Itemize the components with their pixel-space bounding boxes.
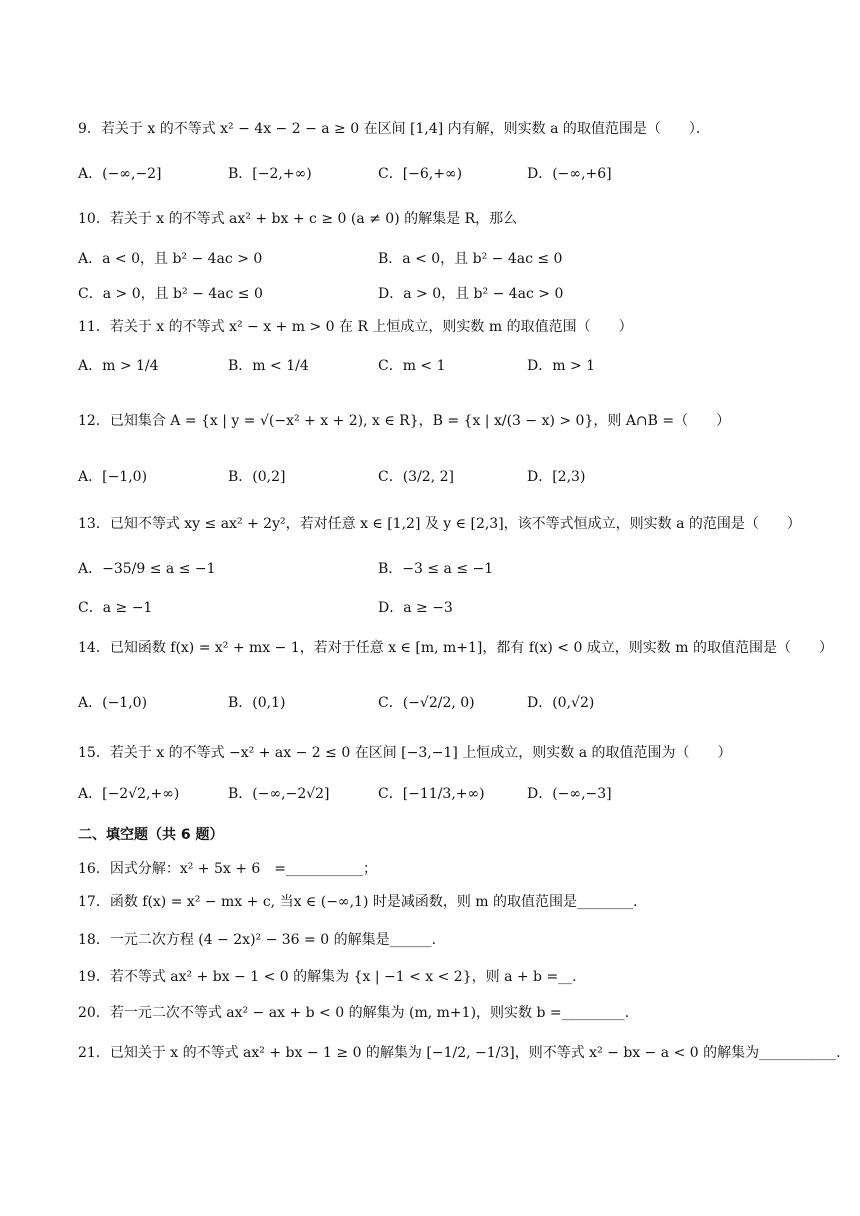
question-20: 20．若一元二次不等式 ax² − ax + b < 0 的解集为 (m, m+1)，则实数 b =_________.: [78, 1005, 630, 1021]
question-14: 14．已知函数 f(x) = x² + mx − 1，若对于任意 x ∈ [m, m+1]，都有 f(x) < 0 成立，则实数 m 的取值范围是（ ）: [78, 640, 833, 656]
option-a: A．(−1,0): [78, 695, 148, 711]
option-d: D．(0,√2): [527, 695, 595, 711]
option-a: A．−35/9 ≤ a ≤ −1: [78, 561, 216, 577]
question-9: 9．若关于 x 的不等式 x² − 4x − 2 − a ≥ 0 在区间 [1,4] 内有解，则实数 a 的取值范围是（ ）．: [78, 121, 710, 137]
option-b: B．a < 0，且 b² − 4ac ≤ 0: [378, 251, 563, 267]
option-d: D．a ≥ −3: [378, 600, 453, 616]
question-13: 13．已知不等式 xy ≤ ax² + 2y²，若对任意 x ∈ [1,2] 及 y ∈ [2,3]，该不等式恒成立，则实数 a 的范围是（ ）: [78, 516, 801, 532]
option-c: C．[−11/3,+∞): [378, 786, 485, 802]
question-15: 15．若关于 x 的不等式 −x² + ax − 2 ≤ 0 在区间 [−3,−1] 上恒成立，则实数 a 的取值范围为（ ）: [78, 745, 732, 761]
question-12: 12．已知集合 A = {x | y = √(−x² + x + 2), x ∈ R}，B = {x | x/(3 − x) > 0}，则 A∩B =（ ）: [78, 413, 731, 429]
question-19: 19．若不等式 ax² + bx − 1 < 0 的解集为 {x | −1 < x < 2}，则 a + b =__.: [78, 969, 577, 985]
option-a: A．m > 1/4: [78, 358, 159, 374]
option-b: B．−3 ≤ a ≤ −1: [378, 561, 494, 577]
option-c: C．m < 1: [378, 358, 446, 374]
option-a: A．[−1,0): [78, 469, 148, 485]
section-heading: 二、填空题（共 6 题）: [78, 827, 224, 843]
option-a: A．a < 0，且 b² − 4ac > 0: [78, 251, 263, 267]
option-b: B．(−∞,−2√2]: [228, 786, 330, 802]
option-c: C．a > 0，且 b² − 4ac ≤ 0: [78, 286, 263, 302]
option-a: A．[−2√2,+∞): [78, 786, 180, 802]
question-18: 18．一元二次方程 (4 − 2x)² − 36 = 0 的解集是______.: [78, 932, 437, 948]
option-d: D．a > 0，且 b² − 4ac > 0: [378, 286, 564, 302]
option-d: D．m > 1: [527, 358, 596, 374]
question-17: 17．函数 f(x) = x² − mx + c, 当x ∈ (−∞,1) 时是减函数，则 m 的取值范围是________.: [78, 894, 638, 910]
option-d: D．[2,3): [527, 469, 586, 485]
question-21: 21．已知关于 x 的不等式 ax² + bx − 1 ≥ 0 的解集为 [−1/2, −1/3]，则不等式 x² − bx − a < 0 的解集为___________.: [78, 1045, 841, 1061]
question-16: 16．因式分解：x² + 5x + 6 =___________；: [78, 861, 378, 877]
question-10: 10．若关于 x 的不等式 ax² + bx + c ≥ 0 (a ≠ 0) 的解集是 R，那么: [78, 211, 518, 227]
option-c: C．(−√2/2, 0): [378, 695, 475, 711]
option-d: D．(−∞,+6]: [527, 166, 612, 182]
option-c: C．a ≥ −1: [78, 600, 153, 616]
option-c: C．[−6,+∞): [378, 166, 463, 182]
option-b: B．m < 1/4: [228, 358, 309, 374]
question-11: 11．若关于 x 的不等式 x² − x + m > 0 在 R 上恒成立，则实数 m 的取值范围（ ）: [78, 319, 633, 335]
option-b: B．[−2,+∞): [228, 166, 312, 182]
option-b: B．(0,2]: [228, 469, 286, 485]
option-c: C．(3/2, 2]: [378, 469, 454, 485]
option-a: A．(−∞,−2]: [78, 166, 162, 182]
option-d: D．(−∞,−3]: [527, 786, 612, 802]
option-b: B．(0,1): [228, 695, 286, 711]
